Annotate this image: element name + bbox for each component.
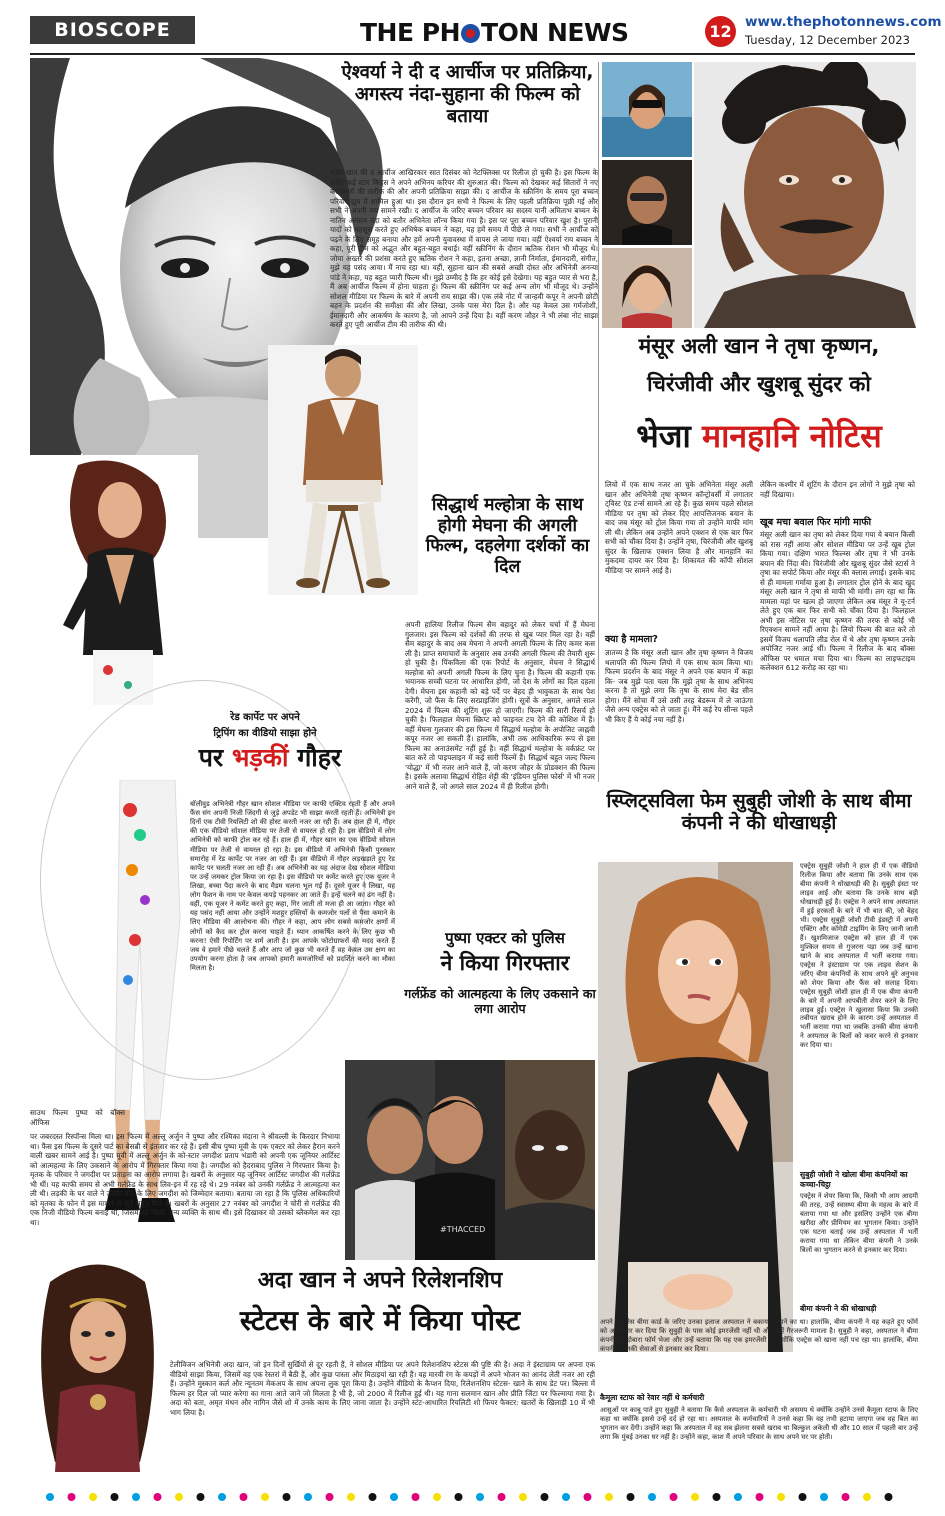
print-swatch bbox=[154, 1493, 162, 1501]
print-swatch bbox=[648, 1493, 656, 1501]
print-swatch bbox=[89, 1493, 97, 1501]
subuhi-article-body-2: एक्ट्रेस ने शेयर किया कि, किसी भी आम आदमी की तरह, उन्हें स्वास्थ्य बीमा के महत्व के बारे में बताया गया था और इसलिए उन्होंने एक बीमा खरीदा और प्रीमियम का भुगतान किया। उन्होंने एक घटना बताई जब उन्हें अस्पताल में भर्ती कराया गया था लेकिन बीमा कंपनी ने उनके बिलों का भुगतान करने से इनकार कर दिया। bbox=[800, 1192, 918, 1254]
print-swatch bbox=[842, 1493, 850, 1501]
print-swatch bbox=[261, 1493, 269, 1501]
mansoor-inset-trisha bbox=[602, 62, 692, 157]
print-swatch bbox=[175, 1493, 183, 1501]
pushpa-article-body: पर जबरदस्त रिस्पॉन्स मिला था। इस फिल्म में अल्लू अर्जुन ने पुष्पा और रश्मिका मंदाना ने श्रीवल्ली के किरदार निभाया था। फैंस इस फिल्म के दूसरे पार्ट का बेसब्री से इंतजार कर रहे हैं। इसी बीच पुष्पा मूवी के एक एक्टर को लेकर हैरान करने वाली खबर सामने आई है। पुष्पा मूवी में अल्लू अर्जुन के को-स्टार जगदीश प्रताप भंडारी को अपनी एक जूनियर आर्टिस्ट को आत्महत्या के लिए उकसाने के आरोप में गिरफ्तार किया गया है। जगदीश को हैदराबाद पुलिस ने गिरफ्तार किया है। मृतक के परिवार ने जगदीश पर प्रताड़ना का आरोप लगाया है। खबरों के अनुसार यह जूनियर आर्टिस्ट जगदीश की गर्लफ्रेंड भी थीं। यह काफी समय से अभी गर्लफ्रेंड के साथ लिव-इन में रह रहे थे। 29 नवंबर को उनकी गर्लफ्रेंड ने आत्महत्या कर ली थी। लड़की के घर वाले ने उनकी मौत के लिए जगदीश को जिम्मेदार बताया। बताया जा रहा है कि पुलिस अधिकारियों को मृतका के फोन में इस मामले से जुड़े सबूत मिले हैं। खबरों के अनुसार 27 नवंबर को जगदीश ने चोरी से गर्लफ्रेंड की एक निजी वीडियो फिल्म बनाई थी, जिसमें वह किसी अन्य व्यक्ति के साथ थी। इसे दिखाकर वो उसको ब्लैकमेल कर रहा था। bbox=[30, 1132, 340, 1227]
pushpa-intro: साउथ फिल्म पुष्पा को बॉक्स ऑफिस bbox=[30, 1108, 125, 1127]
logo-text-left: THE PH bbox=[360, 18, 461, 47]
gauhar-headline-tail: गौहर bbox=[288, 743, 342, 772]
gauhar-headline-black: पर bbox=[198, 743, 232, 772]
mansoor-body-right-2: मंसूर अली खान का तृषा को लेकर दिया गया ये बयान किसी को रास नहीं आया और सोशल मीडिया पर उन्हें खूब ट्रोल किया गया। दक्षिण भारत फिल्म्स और तृषा ने भी उनके बयान की निंदा की। चिरंजीवी और खुशबू सुंदर जैसे स्टार्स ने तृषा का सपोर्ट किया और मंसूर की क्लास लगाई। इसके बाद से ही मामला गर्माया हुआ है। लगातार ट्रोल होने के बाद खुद मंसूर अली खान ने तृषा से माफी भी मांगी। लग रहा था कि मामला यहां पर खत्म हो जाएगा लेकिन अब मंसूर ने यू-टर्न लेते हुए एक बार फिर सभी को चौंका दिया है। फिलहाल अभी इस नोटिस पर तृषा कृष्णन की तरफ से कोई भी रिएक्शन सामने नहीं आया है। लियो फिल्म की बात करें तो इसमें विजय थलापति लीड रोल में थे और तृषा कृष्णन उनके अपोजिट नजर आई थीं। फिल्म ने रिलीज के बाद बॉक्स ऑफिस पर धमाल मचा दिया था। फिल्म का लाइफटाइम कलेक्शन 612 करोड़ का रहा था। bbox=[760, 530, 915, 672]
issue-date: Tuesday, 12 December 2023 bbox=[745, 33, 910, 47]
mansoor-headline-2: चिरंजीवी और खुशबू सुंदर को bbox=[647, 372, 871, 396]
print-swatch bbox=[519, 1493, 527, 1501]
pushpa-headline-1: पुष्पा एक्टर को पुलिस bbox=[445, 929, 565, 947]
mansoor-body-left: लियो में एक साथ नजर आ चुके अभिनेता मंसूर अली खान और अभिनेत्री तृषा कृष्णन कॉन्ट्रोवर्सी में लगातार ट्विस्ट एंड टर्न्स सामने आ रहे हैं। कुछ समय पहले सोशल मीडिया पर तृषा को लेकर दिए आपत्तिजनक बयान के बाद जब मंसूर को ट्रोल किया गया तो उन्होंने माफी मांग ली थी। लेकिन अब उन्होंने अपने एक्शन से एक बार फिर सभी को चौंका दिया है। उन्होंने तृषा, चिरंजीवी और खुशबू सुंदर के खिलाफ एक्शन लिया है और मानहानि का मुकदमा दायर कर दिया है। शिकायत की कॉपी सोशल मीडिया पर सामने आई है। bbox=[605, 480, 753, 575]
subuhi-article-body-3: अपने कैशलेस बीमा कार्ड के जरिए उनका इलाज अस्पताल ने बकाया चुकाने का था। हालांकि, बीमा कंपनी ने यह कहते हुए फॉर्म को अस्वीकार कर दिया कि सुबुही के पास कोई इमरजेंसी नहीं थी और उन्हें गैरजरूरी मामला है। सुबुही ने कहा, अस्पताल ने बीमा कंपनी को दोबारा फॉर्म भेजा और उन्हें बताया कि यह एक इमरजेंसी थी क्योंकि एक्ट्रेस को खाना नहीं पच रहा था। हालांकि, बीमा कंपनी ने उनकी सेवाओं से इनकार कर दिया। bbox=[600, 1318, 918, 1353]
mansoor-body-left-2: ज्ञातव्य है कि मंसूर अली खान और तृषा कृष्णन ने विजय थलापति की फिल्म लियो में एक साथ काम किया था। फिल्म प्रदर्शन के बाद मंसूर ने अपने एक बयान में कहा कि- जब मुझे पता चला कि मुझे तृषा के साथ अभिनय करना है तो मुझे लगा कि तृषा के साथ मेरा बेड सीन होगा। मैंने सोचा मैं उसे उसी तरह बेडरूम में ले जाऊंगा जैसे अन्य एक्ट्रेस को ले जाता हूं। मैंने कई रेप सीन्स पहले भी किए हैं ये कोई नया नहीं है। bbox=[605, 648, 753, 724]
mansoor-inset-chiranjeevi bbox=[602, 160, 692, 245]
mansoor-main-photo bbox=[694, 62, 916, 328]
pushpa-photo-watermark: #THACCED bbox=[440, 1225, 486, 1234]
print-swatch bbox=[218, 1493, 226, 1501]
subuhi-headline: स्प्लिट्सविला फेम सुबुही जोशी के साथ बीमा कंपनी ने की धोखाधड़ी bbox=[606, 790, 912, 835]
mansoor-headline-black: भेजा bbox=[636, 417, 702, 455]
logo-text-right: TON NEWS bbox=[481, 18, 629, 47]
print-swatch bbox=[283, 1493, 291, 1501]
print-swatch bbox=[756, 1493, 764, 1501]
sidharth-article-body: अपनी हालिया रिलीज फिल्म सैम बहादुर को लेकर चर्चा में हैं मेघना गुलजार। इस फिल्म को दर्शकों की तरफ से खूब प्यार मिल रहा है। वहीं सैम बहादुर के बाद अब मेघना ने अपनी अगली फिल्म के लिए कमर कस ली है। प्राप्त समाचारों के अनुसार अब उनकी अगली फिल्म की तैयारी शुरू हो चुकी है। पिंकविला की एक रिपोर्ट के अनुसार, मेघना ने सिद्धार्थ मल्होत्रा को अपनी अगली फिल्म के लिए चुना है। फिल्म की कहानी एक भयानक सच्ची घटना पर आधारित होगी, जो देश के लोगों का दिल दहला देगी। मेघना इस कहानी को बड़े पर्दे पर बेहद ही भावुकता के साथ पेश करेंगी, जो फैंस के लिए सरप्राइजिंग होगी। सूत्रों के अनुसार, अगले साल 2024 में फिल्म की शूटिंग शुरू हो जाएगी। फिल्म की सारी रिसर्च हो चुकी है। फिलहाल मेघना स्क्रिप्ट को फाइनल टच देने की कोशिश में हैं। वहीं मेघना गुलजार की इस फिल्म में सिद्धार्थ मल्होत्रा के अपोजिट जाह्नवी कपूर नजर आ सकती हैं। हालांकि, अभी तक आधिकारिक रूप से इस फिल्म का अनाउंसमेंट नहीं हुई है। वहीं सिद्धार्थ मल्होत्रा के वर्कफ्रंट पर बात करें तो पाइपलाइन में कई सारी फिल्में हैं। सिद्धार्थ बहुत जल्द फिल्म 'योद्धा' में भी नजर आने वाले हैं, जो करण जौहर के प्रोडक्शन की फिल्म है। इसके अलावा सिद्धार्थ रोहित शेट्टी की 'इंडियन पुलिस फोर्स' में भी नजर आने वाले हैं, जो अगले साल 2024 में ही रिलीज होगी। bbox=[405, 620, 595, 791]
ada-headline-2: स्टेटस के बारे में किया पोस्ट bbox=[239, 1304, 521, 1337]
ada-article-body: टेलीविजन अभिनेत्री अदा खान, जो इन दिनों सुर्खियों से दूर रहती हैं, ने सोशल मीडिया पर अपने रिलेशनशिप स्टेटस की पुष्टि की है। अदा ने इंस्टाग्राम पर अपना एक वीडियो साझा किया, जिसमें वह एक रेस्तरां में बैठी हैं, और कुछ पास्ता और मिठाइयां खा रही हैं। वह मारवी रंग के कपड़ों में अपने भोजन का आनंद लेती नजर आ रही हैं। उन्होंने मुस्कान कर्ल और न्यूनतम मेकअप के साथ अपना लुक पूरा किया है। उन्होंने वीडियो के कैप्शन दिया, रिलेशनशिप स्टेटस- खाने के साथ डेट पर। बिल्ला में फिल्म हर दिल जो प्यार करेगा का गाना आते जाने जो मिलता है भी है, जो 2000 में रिलीज हुई थी। यह गाना सलमान खान और प्रीति जिंटा पर फिल्माया गया है। अदा को बता, अमृत मंथन और नागिन जैसे शो में उनके काम के लिए जाना जाता है। उन्होंने स्टंट-आधारित रियलिटी शो फियर फैक्टर: खतरों के खिलाड़ी 10 में भी भाग लिया है। bbox=[170, 1360, 595, 1417]
print-swatch bbox=[132, 1493, 140, 1501]
aishwarya-article-body: जोया खान की द आर्चीज आखिरकार सात दिसंबर को नेटफ्लिक्स पर रिलीज हो चुकी है। इस फिल्म के जरिए कई स्टार किड्स ने अपने अभिनय करियर की शुरुआत की। फिल्म को देखकर कई सितारों ने नए कलाकारों की तारीफ की और अपनी प्रतिक्रिया साझा की। द आर्चीज के स्क्रीनिंग के समय पूरा बच्चन परिवार झूम में शामिल हुआ था। इस दौरान इन सभी ने फिल्म के लिए पहली प्रतिक्रिया पूछी गई और सभी ने अपनी राय सामने रखी। द आर्चीज के जरिए बच्चन परिवार का सदस्य यानी अमिताभ बच्चन के नातिन अगस्त्य नंदा को बतौर अभिनेता लॉन्च किया गया है। इस पर पूरा बच्चन परिवार खुश है। पुरानी यादों को महसूस करते हुए अभिषेक बच्चन ने कहा, यह हमें समय में पीछे ले गया। सभी ने आर्चीज को पढ़ने के लिए समूह बनाया और हमें अपनी युवावस्था में वापस ले जाया गया। वहीं ऐश्वर्या राय बच्चन ने कहा, पूरी टीम को अद्भुत और बहुत-बहुत बधाई। वहीं स्क्रीनिंग के दौरान ऋतिक रोशन भी मौजूद थे। जोया अख्तर की प्रशंसा करते हुए ऋतिक रोशन ने कहा, इतना अच्छा, ज्ञानी निर्माता, ईमानदारी, संगीत, मुझे यह पसंद आया। मैं नाच रहा था। वहीं, सुहाना खान की सबसे अच्छी दोस्त और अभिनेत्री अनन्या पांडे ने कहा, यह बहुत प्यारी फिल्म थी। मुझे उम्मीद है कि हर कोई इसे देखेगा। यह बहुत प्यार से भरा है, मैं अब आर्चीज फिल्म में होना चाहता हूं। फिल्म की स्क्रीनिंग पर कई अन्य लोग भी मौजूद थे। उन्होंने सोशल मीडिया पर फिल्म के बारे में अपनी राय साझा की। एक लंबे नोट में जान्हवी कपूर ने अपनी छोटी बहन के प्रदर्शन की समीक्षा की और लिखा, उनके पास मेरा दिल है। और यह केवल उस गर्मजोशी, ईमानदारी और आकर्षण के कारण है, जो आपने उन्हें दिया है। वहीं करण जौहर ने भी लंबा नोट साझा करते हुए पूरी आर्चीज टीम की तारीफ की थी। bbox=[330, 168, 598, 329]
print-swatch bbox=[369, 1493, 377, 1501]
print-swatch bbox=[326, 1493, 334, 1501]
mansoor-headline-red: मानहानि नोटिस bbox=[701, 417, 882, 455]
page-number-badge: 12 bbox=[705, 16, 736, 47]
print-swatch bbox=[734, 1493, 742, 1501]
aishwarya-headline: ऐश्वर्या ने दी द आर्चीज पर प्रतिक्रिया, अगस्त्य नंदा-सुहाना की फिल्म को बताया bbox=[341, 62, 594, 127]
gauhar-headline bbox=[160, 743, 380, 773]
print-swatch bbox=[713, 1493, 721, 1501]
mansoor-subhead-right: खूब मचा बवाल फिर मांगी माफी bbox=[760, 517, 872, 528]
pushpa-subheadline: गर्लफ्रेंड को आत्महत्या के लिए उकसाने का लगा आरोप bbox=[404, 986, 596, 1016]
website-link[interactable]: www.thephotonnews.com bbox=[745, 14, 942, 30]
subuhi-article-body-4: आसुओं पर काबू पाते हुए सुबुही ने बताया कि कैसे अस्पताल के कर्मचारी भी असमय थे क्योंकि उन्होंने उनसे कैमूला स्टाफ के लिए कहा था क्योंकि इससे उन्हें दर्द हो रहा था। अस्पताल के कर्मचारियों ने उनसे कहा कि वह तभी हटाया जाएगा जब वह बिल का भुगतान कर देंगी। उन्होंने कहा कि अस्पताल में वह सब झेलना सबसे खराब था बिल्कुल अकेली थी और 10 साल में पहली बार उन्हें लगा कि मुंबई उनका घर नहीं है। उन्होंने कहा, काश मैं अपने परिवार के साथ अपने घर पर होती। bbox=[600, 1406, 918, 1441]
print-swatch bbox=[476, 1493, 484, 1501]
subuhi-subhead-3: कैमूला स्टाफ को रेवार नहीं थे कर्मचारी bbox=[600, 1393, 705, 1402]
print-swatch bbox=[584, 1493, 592, 1501]
print-swatch bbox=[111, 1493, 119, 1501]
print-swatch bbox=[670, 1493, 678, 1501]
mansoor-headline-3 bbox=[598, 418, 920, 456]
gauhar-kicker-1: रेड कार्पेट पर अपने bbox=[230, 712, 300, 723]
subuhi-article-body: एक्ट्रेस सुबुही जोशी ने हाल ही में एक वीडियो रिलीज किया और बताया कि उनके साथ एक बीमा कंपनी ने धोखाधड़ी की है। सुबुही इंस्टा पर लाइव आईं और बताया कि उनके साथ बड़ी धोखाधड़ी हुई है। एक्ट्रेस ने अपने साथ अस्पताल में हुई हरकतों के बारे में भी बात की, जो बेहद भी। एक्ट्रेस सुबुही जोशी टीवी इंडस्ट्री में अपनी एक्टिंग और कॉमेडी टाइमिंग के लिए जानी जाती हैं। खुशमिजाज एक्ट्रेस को हाल ही में एक मुश्किल समय से गुजरना पड़ा जब उन्हें खाना खाने के बाद अस्पताल में भर्ती कराया गया। एक्ट्रेस ने इंस्टाग्राम पर एक लाइव सेशन के जरिए बीमा कंपनियों के साथ अपने बुरे अनुभव को शेयर किया और फैंस को सलाह दिया। एक्ट्रेस सुबुही जोशी हाल ही में एक बीमा कंपनी के बारे में अपनी आपबीती शेयर करने के लिए लाइव हुईं। एक्ट्रेस ने खुलासा किया कि उनकी तबीयत खराब होने के कारण उन्हें अस्पताल में भर्ती कराया गया था जबकि उनकी बीमा कंपनी ने अस्पताल के बिलों को कवर करने से इनकार कर दिया था। bbox=[800, 862, 918, 1050]
print-swatch bbox=[627, 1493, 635, 1501]
sidharth-headline: सिद्धार्थ मल्होत्रा के साथ होगी मेघना की अगली फिल्म, दहलेगा दर्शकों का दिल bbox=[425, 495, 590, 577]
print-swatch bbox=[46, 1493, 54, 1501]
print-swatch bbox=[863, 1493, 871, 1501]
print-swatch bbox=[412, 1493, 420, 1501]
print-swatch bbox=[433, 1493, 441, 1501]
print-swatch bbox=[885, 1493, 893, 1501]
print-swatch bbox=[799, 1493, 807, 1501]
print-swatch bbox=[541, 1493, 549, 1501]
pushpa-headline-2: ने किया गिरफ्तार bbox=[440, 951, 570, 975]
logo-globe-icon bbox=[461, 24, 480, 43]
print-color-bar bbox=[30, 1488, 915, 1500]
subuhi-subhead-1: सुबुही जोशी ने खोला बीमा कंपनियों का कच्चा-चिट्ठा bbox=[800, 1170, 908, 1189]
subuhi-photo bbox=[598, 862, 793, 1352]
print-swatch bbox=[455, 1493, 463, 1501]
print-swatch bbox=[777, 1493, 785, 1501]
print-swatch bbox=[390, 1493, 398, 1501]
gauhar-article-body: बॉलीवुड अभिनेत्री गौहर खान सोशल मीडिया पर काफी एक्टिव रहती हैं और अपने फैंस संग अपनी निजी जिंदगी से जुड़े अपडेट भी साझा करती रहती हैं। अभिनेत्री इन दिनों एक टीवी रियलिटी शो की होस्ट करती नजर आ रही हैं। अब हाल ही में, गौहर की एक वीडियो सोशल मीडिया पर तेजी से वायरल हो रही है। इस वीडियो में लोग अभिनेत्री को काफी ट्रोल कर रहे हैं। हाल ही में, गौहर खान का एक वीडियो सोशल मीडिया पर तेजी से वायरल हो रहा है। इस वीडियो में अभिनेत्री किसी पुरस्कार समारोह में रेड कार्पेट पर नजर आ रही हैं। इस वीडियो में गौहर लड़खड़ाते हुए रेड कार्पेट पर चलती नजर आ रही हैं। अब अभिनेत्री का यह अंदाज देख सोशल मीडिया पर उन्हें जमकर ट्रोल किया जा रहा है। इस वीडियो पर कमेंट करते हुए एक यूजर ने लिखा, बच्चा पैदा करने के बाद मैडम चलना भूल गईं हैं। दूसरे यूजर ने लिखा, यह लोग फैशन के नाम पर केवल कपड़े पहनकर आ जाते हैं। इन्हें चलने का ढंग नहीं है। वहीं, एक यूजर ने कमेंट करते हुए कहा, गिर जाती तो मजा ही आ जाता। गौहर को यह पसंद नहीं आया और उन्होंने मशहूर हस्तियों के कमजोर पलों से पैसा कमाने के लिए मीडिया की आलोचना की। गौहर ने कहा, आप लोग सबसे कमजोर क्षणों में लोगों को कैद कर ट्रोल करना चाहते हैं। ध्यान आकर्षित करने के लिए कुछ भी करना! ऐसी रिपोर्टिंग पर शर्म आती है। हम आपके फोटोग्राफरों की मदद करते हैं जब वे हमारे पीछे चलते हैं और आप जो कुछ भी करते हैं वह केवल उस क्षण का उपयोग करना होता है जब आपको हमारी कमजोरियों को प्रदर्शित करने का मौका मिलता है। bbox=[190, 800, 395, 972]
print-swatch bbox=[68, 1493, 76, 1501]
column-divider bbox=[598, 62, 599, 782]
print-swatch bbox=[304, 1493, 312, 1501]
mansoor-inset-khushbu bbox=[602, 248, 692, 328]
print-swatch bbox=[691, 1493, 699, 1501]
gauhar-headline-red: भड़कीं bbox=[231, 743, 289, 772]
print-swatch bbox=[605, 1493, 613, 1501]
print-swatch bbox=[240, 1493, 248, 1501]
gauhar-photo bbox=[28, 455, 198, 705]
pushpa-photo bbox=[345, 1060, 595, 1260]
section-label: BIOSCOPE bbox=[30, 16, 195, 44]
print-swatch bbox=[562, 1493, 570, 1501]
print-swatch bbox=[347, 1493, 355, 1501]
gauhar-kicker-2: ट्रिपिंग का वीडियो साझा होने bbox=[213, 728, 317, 739]
subuhi-subhead-2: बीमा कंपनी ने की धोखाधड़ी bbox=[800, 1304, 877, 1313]
mansoor-subhead-left-text: क्या है मामला? bbox=[605, 634, 658, 645]
print-swatch bbox=[197, 1493, 205, 1501]
print-swatch bbox=[820, 1493, 828, 1501]
mansoor-body-right: लेकिन कश्मीर में शूटिंग के दौरान इन लोगों ने मुझे तृषा को नहीं दिखाया। bbox=[760, 480, 915, 499]
print-swatch bbox=[498, 1493, 506, 1501]
ada-headline-1: अदा खान ने अपने रिलेशनशिप bbox=[257, 1268, 503, 1293]
sidharth-photo bbox=[268, 345, 418, 595]
masthead-rule bbox=[30, 53, 915, 55]
newspaper-logo[interactable] bbox=[360, 18, 640, 47]
mansoor-headline-1: मंसूर अली खान ने तृषा कृष्णन, bbox=[638, 334, 880, 358]
ada-photo bbox=[30, 1262, 165, 1472]
